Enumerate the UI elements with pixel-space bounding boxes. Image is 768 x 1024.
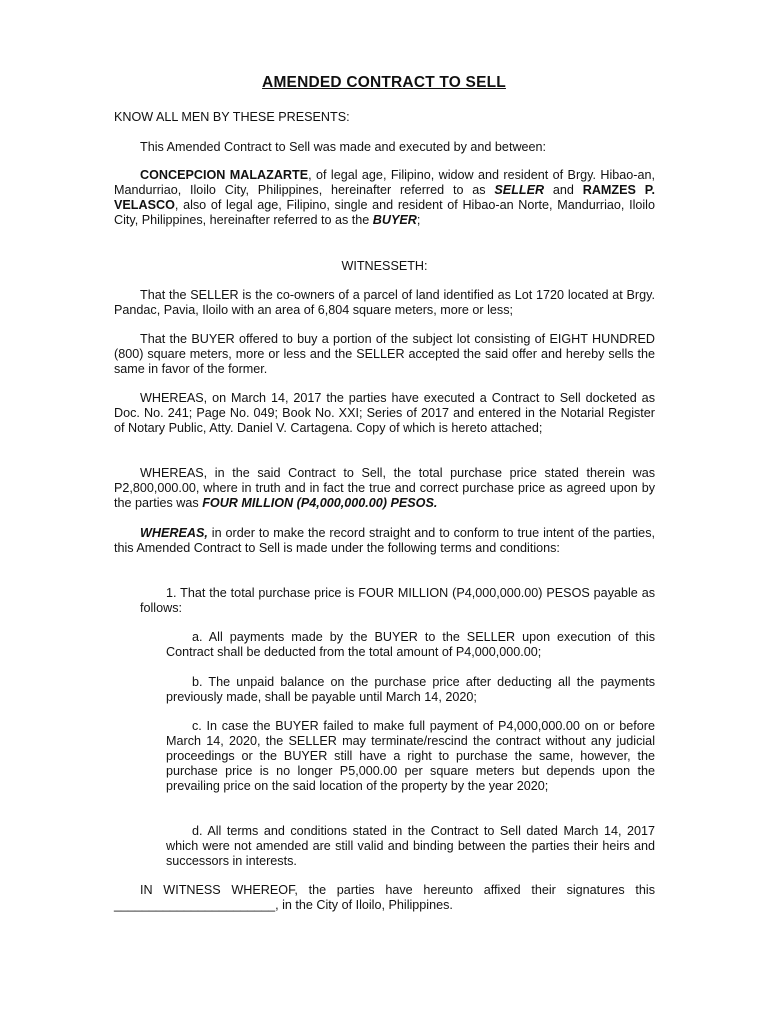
witness-paragraph xyxy=(114,883,655,913)
salutation: KNOW ALL MEN BY THESE PRESENTS: xyxy=(114,110,350,124)
seller-name: CONCEPCION MALAZARTE xyxy=(140,168,309,182)
term-1-text: 1. That the total purchase price is FOUR MILLION (P4,000,000.00) PESOS payable as follows: xyxy=(140,586,655,615)
term-1 xyxy=(140,586,655,616)
land-text: That the SELLER is the co-owners of a parcel of land identified as Lot 1720 located at Brgy. Pandac, Pavia, Iloilo with an area of 6,804 square meters, more or less; xyxy=(114,288,655,317)
term-c xyxy=(166,719,655,794)
whereas-amendment-paragraph xyxy=(114,526,655,556)
date-blank-line: _______________________ xyxy=(114,898,276,912)
offer-paragraph xyxy=(114,332,655,377)
witnesseth-heading: WITNESSETH: xyxy=(341,259,428,273)
document-title: AMENDED CONTRACT TO SELL xyxy=(262,74,506,91)
whereas-price-paragraph xyxy=(114,466,655,511)
whereas-prior-contract-paragraph xyxy=(114,391,655,436)
seller-term: SELLER xyxy=(494,183,545,197)
term-a-text: a. All payments made by the BUYER to the SELLER upon execution of this Contract shall be deducted from the total amount of P4,000,000.00; xyxy=(166,630,655,659)
whereas-amendment-label: WHEREAS, xyxy=(140,526,208,540)
parties-paragraph xyxy=(114,168,655,228)
buyer-term: BUYER xyxy=(372,213,417,227)
whereas-price-amount: FOUR MILLION (P4,000,000.00) PESOS. xyxy=(202,496,438,510)
witness-location-text: , in the City of Iloilo, Philippines. xyxy=(275,898,453,912)
buyer-name: RAMZES P. VELASCO xyxy=(114,183,655,212)
intro-paragraph xyxy=(114,140,654,155)
whereas-amendment-text: in order to make the record straight and to conform to true intent of the parties, this Amended Contract to Sell is made under the following terms and conditions: xyxy=(114,526,655,555)
whereas-prior-contract-text: WHEREAS, on March 14, 2017 the parties have executed a Contract to Sell docketed as Doc. No. 241; Page No. 049; Book No. XXI; Series of 2017 and entered in the Notarial Register of Notary Public, Atty. Daniel V. Cartagena. Copy of which is hereto attached; xyxy=(114,391,655,435)
term-a xyxy=(166,630,655,660)
term-d-text: d. All terms and conditions stated in the Contract to Sell dated March 14, 2017 which were not amended are still valid and binding between the parties their heirs and successors in interests. xyxy=(166,824,655,868)
land-paragraph xyxy=(114,288,655,318)
buyer-description: , also of legal age, Filipino, single and resident of Hibao-an Norte, Mandurriao, Iloilo City, Philippines, hereinafter referred to as the xyxy=(114,198,655,227)
seller-description: , of legal age, Filipino, widow and resident of Brgy. Hibao-an, Mandurriao, Iloilo City, Philippines, hereinafter referred to as xyxy=(114,168,656,197)
term-b-text: b. The unpaid balance on the purchase price after deducting all the payments previously made, shall be payable until March 14, 2020; xyxy=(166,675,655,704)
whereas-price-text: WHEREAS, in the said Contract to Sell, the total purchase price stated therein was P2,800,000.00, where in truth and in fact the true and correct purchase price as agreed upon by the parties was xyxy=(114,466,655,510)
offer-text: That the BUYER offered to buy a portion of the subject lot consisting of EIGHT HUNDRED (800) square meters, more or less and the SELLER accepted the said offer and hereby sells the same in favor of the former. xyxy=(114,332,655,376)
parties-and: and xyxy=(544,183,583,197)
term-c-text: c. In case the BUYER failed to make full payment of P4,000,000.00 on or before March 14, 2020, the SELLER may terminate/rescind the contract without any judicial proceedings or the BUYER still have a right to purchase the same, however, the purchase price is no longer P5,000.00 per square meters but depends upon the prevailing price on the said location of the property by the year 2020; xyxy=(166,719,655,793)
term-d xyxy=(166,824,655,869)
term-b xyxy=(166,675,655,705)
parties-end: ; xyxy=(416,213,421,227)
witness-text: IN WITNESS WHEREOF, the parties have hereunto affixed their signatures this xyxy=(140,883,655,897)
intro-text: This Amended Contract to Sell was made and executed by and between: xyxy=(140,140,547,154)
